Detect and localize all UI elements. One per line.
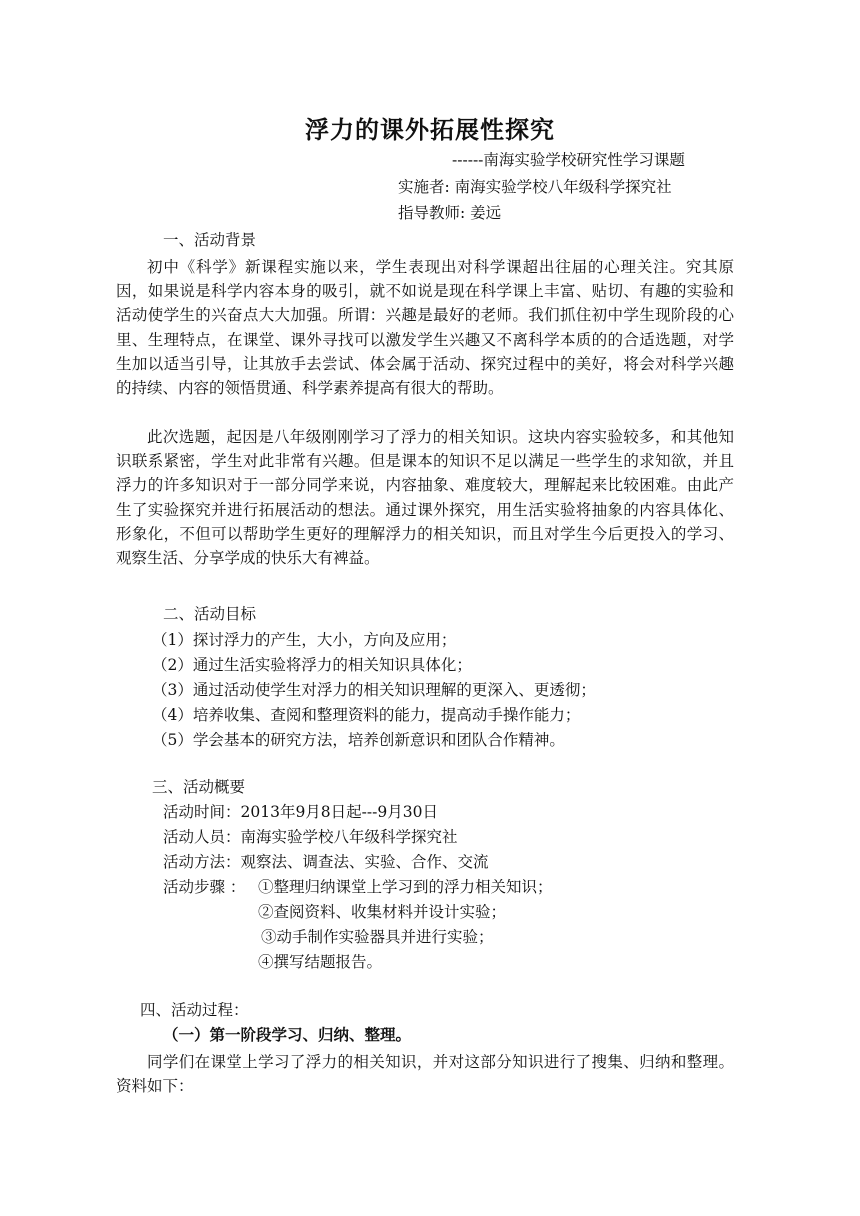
section-heading-process: 四、活动过程： xyxy=(140,1001,249,1019)
implementer-line: 实施者: 南海实验学校八年级科学探究社 xyxy=(398,178,672,196)
section-heading-overview: 三、活动概要 xyxy=(152,778,246,796)
activity-step: ①整理归纳课堂上学习到的浮力相关知识； xyxy=(258,878,553,896)
stage1-paragraph: 同学们在课堂上学习了浮力的相关知识，并对这部分知识进行了搜集、归纳和整理。资料如下： xyxy=(116,1053,734,1096)
advisor-line: 指导教师: 姜远 xyxy=(398,204,502,222)
goal-item: （2）通过生活实验将浮力的相关知识具体化； xyxy=(152,656,472,674)
activity-methods: 活动方法：观察法、调查法、实验、合作、交流 xyxy=(163,853,489,871)
goal-item: （3）通过活动使学生对浮力的相关知识理解的更深入、更透彻； xyxy=(152,681,596,699)
activity-people: 活动人员：南海实验学校八年级科学探究社 xyxy=(163,828,458,846)
activity-step: ④撰写结题报告。 xyxy=(258,953,383,971)
goal-item: （5）学会基本的研究方法，培养创新意识和团队合作精神。 xyxy=(152,731,565,749)
activity-steps-label: 活动步骤 ： xyxy=(163,878,246,896)
goal-item: （1）探讨浮力的产生，大小，方向及应用； xyxy=(152,631,457,649)
document-title: 浮力的课外拓展性探究 xyxy=(305,115,555,144)
background-paragraph-2: 此次选题，起因是八年级刚刚学习了浮力的相关知识。这块内容实验较多，和其他知识联系紧密，学生对此非常有兴趣。但是课本的知识不足以满足一些学生的求知欲，并且浮力的许多知识对于一部分同学来说，内容抽象、难度较大，理解起来比较困难。由此产生了实验探究并进行拓展活动的想法。通过课外探究，用生活实验将抽象的内容具体化、形象化，不但可以帮助学生更好的理解浮力的相关知识，而且对学生今后更投入的学习、观察生活、分享学成的快乐大有裨益。 xyxy=(116,428,734,568)
stage1-heading: （一）第一阶段学习、归纳、整理。 xyxy=(163,1025,412,1044)
goal-item: （4）培养收集、查阅和整理资料的能力，提高动手操作能力； xyxy=(152,706,581,724)
activity-step: ②查阅资料、收集材料并设计实验； xyxy=(258,903,507,921)
activity-step: ③动手制作实验器具并进行实验； xyxy=(261,928,494,946)
section-heading-goals: 二、活动目标 xyxy=(163,605,257,623)
document-subtitle: ------南海实验学校研究性学习课题 xyxy=(452,151,685,169)
background-paragraph-1: 初中《科学》新课程实施以来，学生表现出对科学课超出往届的心理关注。究其原因，如果说是科学内容本身的吸引，就不如说是现在科学课上丰富、贴切、有趣的实验和活动使学生的兴奋点大大加强。所谓：兴趣是最好的老师。我们抓住初中学生现阶段的心里、生理特点，在课堂、课外寻找可以激发学生兴趣又不离科学本质的的合适选题，对学生加以适当引导，让其放手去尝试、体会属于活动、探究过程中的美好，将会对科学兴趣的持续、内容的领悟贯通、科学素养提高有很大的帮助。 xyxy=(116,258,734,398)
activity-time: 活动时间：2013年9月8日起---9月30日 xyxy=(163,803,438,821)
section-heading-background: 一、活动背景 xyxy=(163,231,257,249)
